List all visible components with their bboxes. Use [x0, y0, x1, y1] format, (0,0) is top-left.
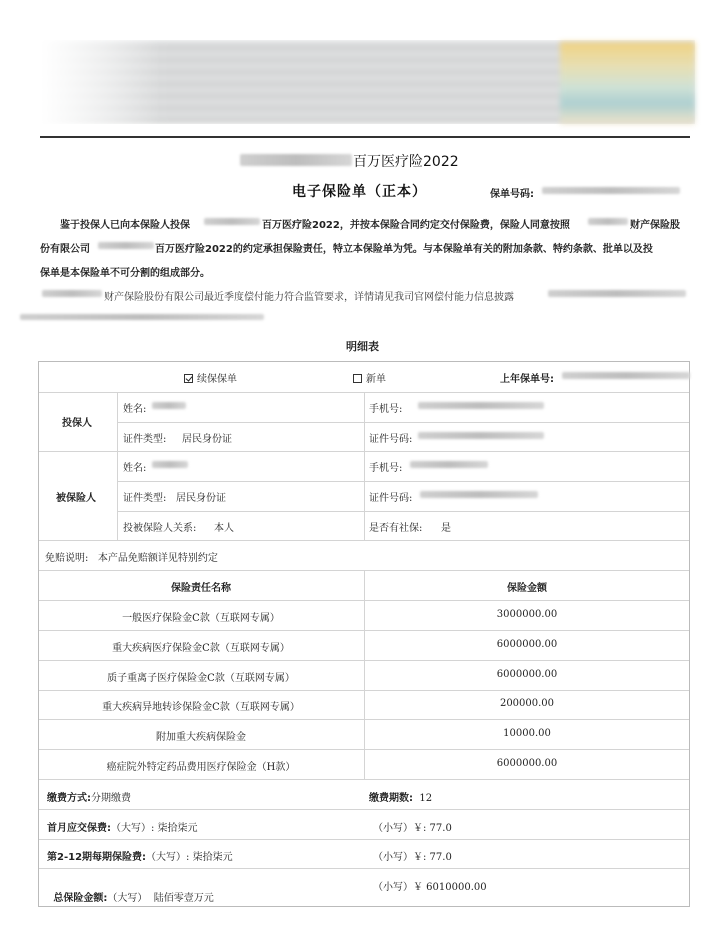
coverage-row-amount: 6000000.00 — [496, 669, 558, 680]
new-policy-option: 新单 — [353, 370, 386, 385]
coverage-row-name: 附加重大疾病保险金 — [156, 732, 246, 743]
banner-logo — [560, 42, 695, 124]
document-title: 电子保险单（正本） — [292, 184, 427, 200]
header-divider — [40, 136, 690, 138]
applicant-id-no-label: 证件号码: — [369, 434, 413, 445]
intro-line1-b: 百万医疗险2022，并按本保险合同约定交付保险费，保险人同意按照 — [262, 220, 570, 231]
coverage-row-name: 重大疾病医疗保险金C款（互联网专属） — [112, 643, 290, 654]
insured-label: 被保险人 — [56, 493, 96, 504]
monthly-premium-lower: （小写）￥: 77.0 — [373, 852, 452, 863]
coverage-amount-header: 保险金额 — [507, 583, 547, 594]
coverage-row-name: 质子重离子医疗保险金C款（互联网专属） — [107, 673, 295, 684]
detail-table-title: 明细表 — [346, 340, 379, 353]
coverage-row-amount: 6000000.00 — [496, 758, 558, 769]
total-sum-insured: 总保险金额:（大写） 陆佰零壹万元 — [53, 893, 214, 904]
applicant-id-type-value: 居民身份证 — [182, 434, 232, 445]
payment-periods: 缴费期数: 12 — [369, 793, 433, 804]
payment-method: 缴费方式:分期缴费 — [47, 793, 131, 804]
intro-line1-a: 鉴于投保人已向本保险人投保 — [60, 220, 190, 231]
relation-label: 投被保险人关系: — [123, 523, 197, 534]
coverage-row-amount: 3000000.00 — [496, 609, 558, 620]
total-sum-insured-lower: （小写）￥ 6010000.00 — [373, 882, 487, 893]
coverage-row-name: 重大疾病异地转诊保险金C款（互联网专属） — [102, 702, 300, 713]
solvency-notice: 财产保险股份有限公司最近季度偿付能力符合监管要求，详情请见我司官网偿付能力信息披露 — [104, 292, 514, 303]
social-security-label: 是否有社保: — [369, 523, 423, 534]
relation-value: 本人 — [214, 523, 234, 534]
redacted-company — [240, 154, 352, 166]
intro-line1-c: 财产保险股 — [630, 220, 680, 231]
coverage-row-name: 一般医疗保险金C款（互联网专属） — [122, 613, 280, 624]
first-month-premium-lower: （小写）￥: 77.0 — [373, 823, 452, 834]
applicant-phone-label: 手机号: — [369, 404, 403, 415]
monthly-premium: 第2-12期每期保险费:（大写）: 柒拾柒元 — [47, 852, 233, 863]
renewal-option: 续保保单 — [184, 370, 237, 385]
social-security-value: 是 — [441, 523, 451, 534]
insured-id-no-label: 证件号码: — [369, 493, 413, 504]
redacted-policy-number — [542, 187, 680, 194]
applicant-label: 投保人 — [62, 418, 92, 429]
applicant-name-label: 姓名: — [123, 404, 147, 415]
intro-line2-b: 百万医疗险2022的约定承担保险责任，特立本保险单为凭。与本保险单有关的附加条款、特约条款、批单以及投 — [155, 244, 653, 255]
renewal-checkbox — [184, 374, 193, 383]
coverage-row-amount: 200000.00 — [499, 698, 555, 709]
first-month-premium: 首月应交保费:（大写）: 柒拾柒元 — [47, 823, 198, 834]
coverage-row-amount: 10000.00 — [503, 728, 551, 739]
new-policy-checkbox — [353, 374, 362, 383]
insured-id-type-label: 证件类型: — [123, 493, 167, 504]
last-policy-label: 上年保单号: — [500, 374, 554, 385]
coverage-row-name: 癌症院外特定药品费用医疗保险金（H款） — [106, 762, 296, 773]
insured-phone-label: 手机号: — [369, 463, 403, 474]
deductible-note: 免赔说明: 本产品免赔额详见特别约定 — [45, 553, 218, 564]
intro-line2-a: 份有限公司 — [40, 244, 90, 255]
intro-line3: 保单是本保险单不可分割的组成部分。 — [40, 268, 210, 279]
applicant-id-type-label: 证件类型: — [123, 434, 167, 445]
policy-number-label: 保单号码: — [490, 189, 534, 200]
coverage-row-amount: 6000000.00 — [496, 639, 558, 650]
insured-name-label: 姓名: — [123, 463, 147, 474]
product-title: 百万医疗险2022 — [353, 154, 459, 170]
coverage-name-header: 保险责任名称 — [171, 583, 231, 594]
insured-id-type-value: 居民身份证 — [176, 493, 226, 504]
